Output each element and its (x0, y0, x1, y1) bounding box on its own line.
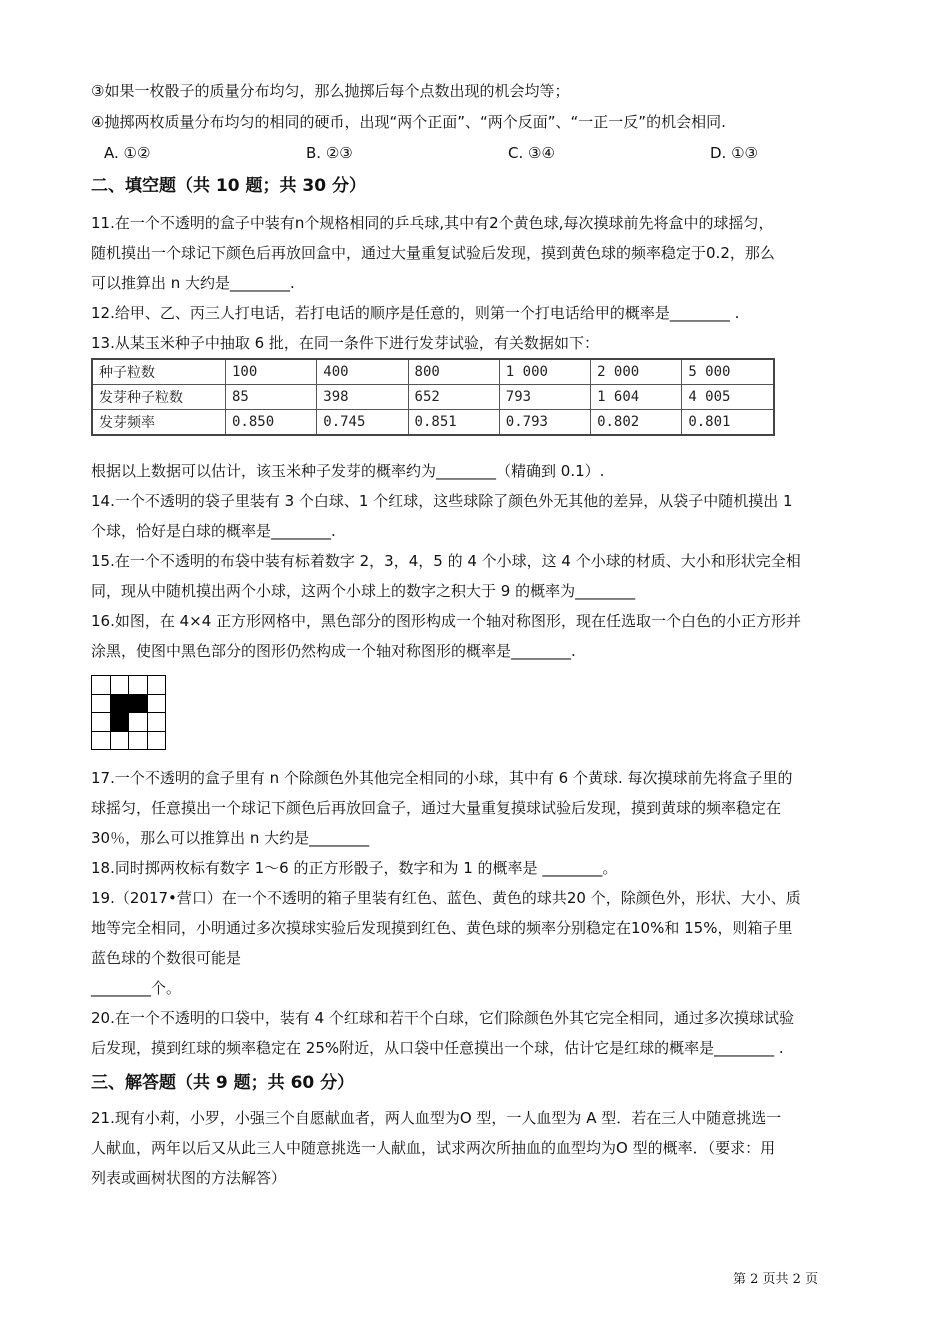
grid-cell (129, 713, 148, 732)
table-row-label: 发芽频率 (92, 410, 226, 436)
grid-cell-black (129, 695, 148, 714)
question-13-after: 根据以上数据可以估计，该玉米种子发芽的概率约为________（精确到 0.1）. (91, 462, 605, 480)
grid-cell (148, 695, 167, 714)
table-row-label: 种子粒数 (92, 359, 226, 385)
table-cell: 1 000 (499, 359, 590, 385)
table-cell: 2 000 (591, 359, 682, 385)
option-c: C. ③④ (508, 144, 555, 162)
table-cell: 652 (408, 385, 499, 410)
question-13: 13.从某玉米种子中抽取 6 批，在同一条件下进行发芽试验，有关数据如下： (91, 334, 599, 352)
grid-cell (92, 732, 111, 751)
table-row (92, 359, 774, 385)
question-11-line-3: 可以推算出 n 大约是________. (91, 274, 295, 292)
table-cell: 1 604 (591, 385, 682, 410)
grid-cell-black (111, 695, 130, 714)
option-d: D. ①③ (710, 144, 758, 162)
question-21-line-1: 21.现有小莉，小罗，小强三个自愿献血者，两人血型为O 型，一人血型为 A 型．若在三人中随意挑选一 (91, 1109, 782, 1127)
grid-cell (129, 732, 148, 751)
table-cell: 0.793 (499, 410, 590, 436)
grid-cell (92, 676, 111, 695)
grid-cell (148, 676, 167, 695)
table-cell: 398 (317, 385, 408, 410)
question-21-line-3: 列表或画树状图的方法解答） (91, 1169, 287, 1187)
table-cell: 0.802 (591, 410, 682, 436)
question-20-line-1: 20.在一个不透明的口袋中，装有 4 个红球和若干个白球，它们除颜色外其它完全相同，通过多次摸球试验 (91, 1009, 794, 1027)
question-16-line-1: 16.如图，在 4×4 正方形网格中，黑色部分的图形构成一个轴对称图形，现在任选取一个白色的小正方形并 (91, 612, 802, 630)
page-footer: 第 2 页共 2 页 (733, 1272, 819, 1287)
grid-cell-black (111, 713, 130, 732)
table-cell: 0.851 (408, 410, 499, 436)
question-18: 18.同时掷两枚标有数字 1～6 的正方形骰子，数字和为 1 的概率是 ________。 (91, 859, 618, 877)
table-cell: 85 (226, 385, 317, 410)
option-a: A. ①② (104, 144, 151, 162)
section-3-heading: 三、解答题（共 9 题；共 60 分） (91, 1073, 355, 1093)
question-15-line-1: 15.在一个不透明的布袋中装有标着数字 2，3，4，5 的 4 个小球，这 4 个小球的材质、大小和形状完全相 (91, 552, 801, 570)
question-11-line-2: 随机摸出一个球记下颜色后再放回盒中，通过大量重复试验后发现，摸到黄色球的频率稳定于0.2，那么 (91, 244, 775, 262)
question-19-line-1: 19.（2017•营口）在一个不透明的箱子里装有红色、蓝色、黄色的球共20 个，除颜色外，形状、大小、质 (91, 889, 801, 907)
table-cell: 0.745 (317, 410, 408, 436)
table-cell: 100 (226, 359, 317, 385)
table-row (92, 410, 774, 436)
question-11-line-1: 11.在一个不透明的盒子中装有n个规格相同的乒乓球,其中有2个黄色球,每次摸球前先将盒中的球摇匀， (91, 214, 774, 232)
grid-cell (111, 732, 130, 751)
grid-cell (148, 732, 167, 751)
table-cell: 4 005 (682, 385, 774, 410)
item-4: ④抛掷两枚质量分布均匀的相同的硬币，出现“两个正面”、“两个反面”、“一正一反”的机会相同. (91, 113, 726, 131)
option-b: B. ②③ (306, 144, 353, 162)
question-20-line-2: 后发现，摸到红球的频率稳定在 25%附近，从口袋中任意摸出一个球，估计它是红球的概率是________ . (91, 1039, 784, 1057)
table-cell: 800 (408, 359, 499, 385)
table-row (92, 385, 774, 410)
symmetry-grid-figure (91, 675, 166, 750)
question-17-line-2: 球摇匀，任意摸出一个球记下颜色后再放回盒子，通过大量重复摸球试验后发现，摸到黄球的频率稳定在 (91, 799, 782, 817)
table-cell: 0.850 (226, 410, 317, 436)
table-cell: 793 (499, 385, 590, 410)
table-row-label: 发芽种子粒数 (92, 385, 226, 410)
question-16-line-2: 涂黑，使图中黑色部分的图形仍然构成一个轴对称图形的概率是________. (91, 642, 576, 660)
table-cell: 5 000 (682, 359, 774, 385)
question-12: 12.给甲、乙、丙三人打电话，若打电话的顺序是任意的，则第一个打电话给甲的概率是________ . (91, 304, 740, 322)
grid-cell (148, 713, 167, 732)
grid-cell (92, 713, 111, 732)
question-19-line-4: ________个。 (91, 979, 182, 997)
table-cell: 400 (317, 359, 408, 385)
question-19-line-3: 蓝色球的个数很可能是 (91, 949, 242, 967)
table-cell: 0.801 (682, 410, 774, 436)
grid-cell (129, 676, 148, 695)
grid-cell (92, 695, 111, 714)
section-2-heading: 二、填空题（共 10 题；共 30 分） (91, 176, 366, 196)
question-21-line-2: 人献血，两年以后又从此三人中随意挑选一人献血，试求两次所抽血的血型均为O 型的概率．（要求：用 (91, 1139, 776, 1157)
item-3: ③如果一枚骰子的质量分布均匀，那么抛掷后每个点数出现的机会均等； (91, 82, 570, 100)
question-14-line-2: 个球，恰好是白球的概率是________. (91, 522, 336, 540)
question-17-line-1: 17.一个不透明的盒子里有 n 个除颜色外其他完全相同的小球，其中有 6 个黄球. 每次摸球前先将盒子里的 (91, 769, 793, 787)
question-15-line-2: 同，现从中随机摸出两个小球，这两个小球上的数字之积大于 9 的概率为________ (91, 582, 636, 600)
question-17-line-3: 30％，那么可以推算出 n 大约是________ (91, 829, 370, 847)
question-14-line-1: 14.一个不透明的袋子里装有 3 个白球、1 个红球，这些球除了颜色外无其他的差异，从袋子中随机摸出 1 (91, 492, 793, 510)
germination-table (91, 358, 775, 436)
grid-cell (111, 676, 130, 695)
question-19-line-2: 地等完全相同，小明通过多次摸球实验后发现摸到红色、黄色球的频率分别稳定在10%和 15%，则箱子里 (91, 919, 793, 937)
